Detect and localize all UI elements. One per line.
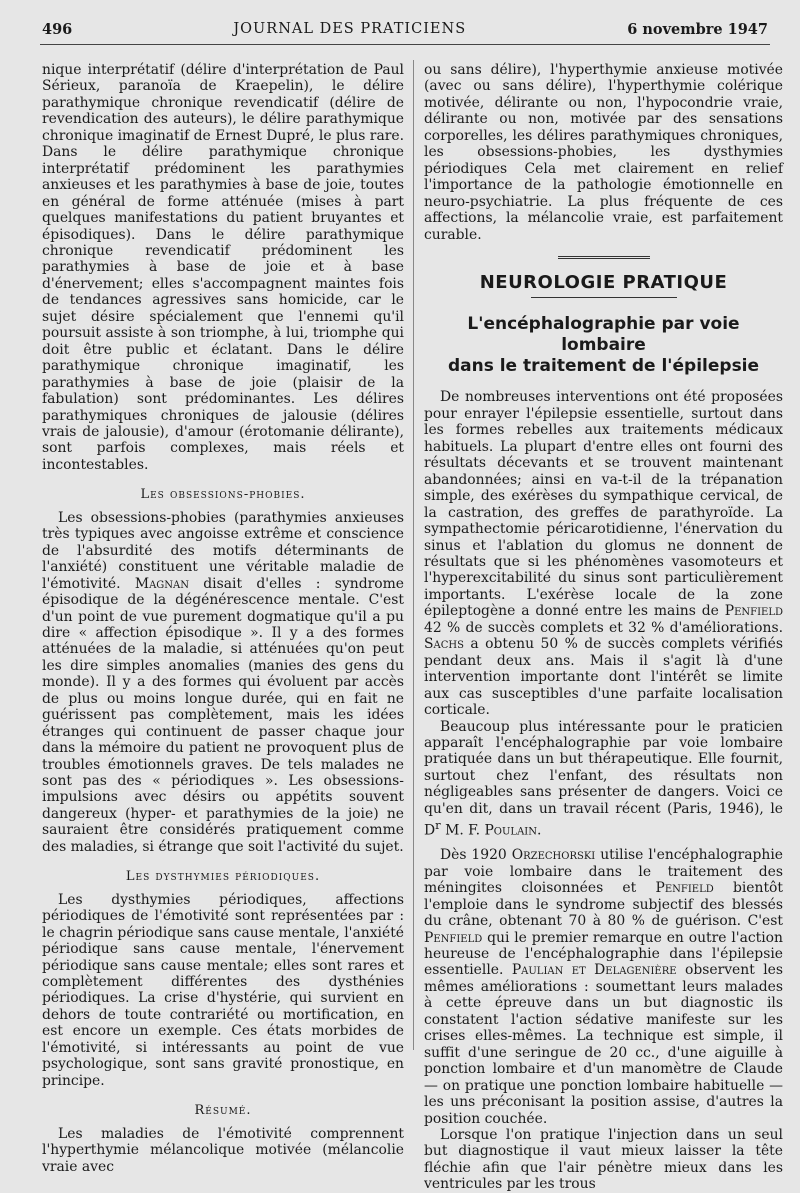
article-title [424,314,783,377]
rubric-underline [531,297,677,298]
text-run: De nombreuses interventions ont été proposées pour enrayer l'épilepsie essentielle, surtout dans les formes rebelles aux traitements médicaux habituels. La plupart d'entre elles ont fourni des résultats décevants et se trouvent maintenant abandonnées; ainsi en va-t-il de la trépanation simple, des exérèses du sympathique cervical, de la castration, des greffes de parathyroïde. La sympathectomie péricarotidienne, l'énervation du sinus et l'ablation du glomus ne donnent de résultats que si les phénomènes vasomoteurs et l'hyperexcitabilité du sinus sont particulièrement importants. L'exérèse locale de la zone épileptogène a donné entre les mains de [424,389,783,620]
author-paulian-delageniere: Paulian et Delagenière [511,962,677,979]
heading-obsessions-phobies: Les obsessions-phobies. [140,487,306,503]
text-run: bientôt l'emploie dans le syndrome subjectif des blessés du crâne, obtenant 70 à 80 % de guérison. C'est [424,880,783,930]
left-column [42,62,404,1175]
text-run: Les obsessions-phobies (parathymies anxieuses très typiques avec angoisse extrême et conscience de l'absurdité des motifs déterminants de l'anxiété) constituent une véritable maladie de l'émotivité. [42,509,404,592]
text-run: Beaucoup plus intéressante pour le praticien apparaît l'encéphalographie par voie lombaire pratiquée dans un but thérapeutique. Elle fournit, surtout chez l'enfant, des résultats non négligeables sans présenter de dangers. Voici ce qu'en dit, dans un travail récent (Paris, 1946), le D [424,718,783,839]
paragraph-resume: Les maladies de l'émotivité comprennent l'hyperthymie mélancolique motivée (mélancolie vraie avec [42,1125,404,1175]
paragraph-encephalographie [424,719,783,840]
page-number: 496 [42,20,73,38]
text-run: observent les mêmes améliorations : soumettant leurs malades à cette épreuve dans un but diagnostic ils constatent l'action sédative manifeste sur les crises elles-mêmes. La technique est simple, il suffit d'une seringue de 20 cc., d'une aiguille à ponction lombaire et d'un manomètre de Claude — on pratique une ponction lombaire habituelle — les uns préconisant la position assise, d'autres la position couchée. [424,962,783,1127]
author-penfield: Penfield [655,880,714,897]
article-title-line2: dans le traitement de l'épilepsie [447,356,760,377]
article-title-line1: L'encéphalographie par voie lombaire [467,314,740,356]
author-poulain: M. F. Poulain [440,822,537,839]
text-run: qui le premier remarque en outre l'action heureuse de l'encéphalographie dans l'épilepsie essentielle. [424,929,783,979]
text-run: Dès 1920 [440,847,512,864]
issue-date: 6 novembre 1947 [627,20,768,38]
section-separator [558,256,650,261]
text-run: a obtenu 50 % de succès complets vérifiés pendant deux ans. Mais il s'agit là d'une intervention importante dont l'intérêt se limite aux cas susceptibles d'une parfaite localisation corticale. [424,636,783,719]
heading-dysthymies: Les dysthymies périodiques. [125,869,321,885]
author-orzechorski: Orzechorski [511,847,596,864]
paragraph-historique [424,847,783,1127]
author-sachs: Sachs [424,636,464,653]
journal-title: JOURNAL DES PRATICIENS [233,21,467,37]
text-run: utilise l'encéphalographie par voie lombaire dans le traitement des méningites cloisonnées et [424,847,784,897]
author-penfield: Penfield [424,929,483,946]
paragraph-interventions [424,389,783,718]
paragraph-resume-cont: ou sans délire), l'hyperthymie anxieuse motivée (avec ou sans délire), l'hyperthymie colérique motivée, délirante ou non, l'hypocondrie vraie, délirante ou non, motivée par des sensations corporelles, les délires parathymiques chroniques, les obsessions-phobies, les dysthymies périodiques Cela met clairement en relief l'importance de la pathologie émotionnelle en neuro-psychiatrie. La plus fréquente de ces affections, la mélancolie vraie, est parfaitement curable. [424,62,783,243]
right-column [424,62,784,1193]
column-divider [413,60,414,1050]
page-header [42,16,768,42]
author-penfield: Penfield [724,603,783,620]
header-rule [40,44,770,45]
heading-resume: Résumé. [194,1103,252,1119]
paragraph-dysthymies: Les dysthymies périodiques, affections périodiques de l'émotivité sont représentées par : le chagrin périodique sans cause mentale, l'anxiété périodique sans cause mentale, l'énervement périodique sans cause mentale; elles sont rares et complètement différentes des dysthénies périodiques. La crise d'hystérie, qui survient en dehors de toute contrariété ou mortification, en est encore un exemple. Ces états morbides de l'émotivité, si intéressants au point de vue psychologique, sont sans gravité pronostique, en principe. [42,891,404,1089]
paragraph-injection: Lorsque l'on pratique l'injection dans un seul but diagnostique il vaut mieux laisser la tête fléchie afin que l'air pénètre mieux dans les ventricules par les trous [424,1127,783,1193]
text-run: disait d'elles : syndrome épisodique de la dégénérescence mentale. C'est d'un point de vue purement dogmatique qu'il a pu dire « affection épisodique ». Il y a des formes atténuées de la maladie, si atténuées qu'on peut les dire simples anomalies (manies des gens du monde). Il y a des formes qui évoluent par accès de plus ou moins longue durée, qui en fait ne guérissent pas complètement, mais les idées étranges qui continuent de passer chaque jour dans la mémoire du patient ne provoquent plus de troubles émotionnels graves. De tels malades ne sont pas des « périodiques ». Les obsessions-impulsions avec désirs ou appétits souvent dangereux (hyper- et parathymies de la joie) ne sauraient être considérés pratiquement comme des maladies, si étrange que soit l'activité du sujet. [42,575,404,855]
superscript: r [435,818,441,833]
rubric-heading: NEUROLOGIE PRATIQUE [479,271,728,293]
author-magnan: Magnan [134,575,189,592]
paragraph-delires: nique interprétatif (délire d'interprétation de Paul Sérieux, paranoïa de Kraepelin), le délire parathymique chronique revendicatif (délire de revendication des auteurs), le délire parathymique chronique imaginatif de Ernest Dupré, le plus rare. Dans le délire parathymique chronique interprétatif prédominent les parathymies anxieuses et les parathymies à base de joie, toutes en général de forme atténuée (mises à part quelques manifestations du patient bruyantes et épisodiques). Dans le délire parathymique chronique revendicatif prédominent les parathymies à base de joie et à base d'énervement; elles s'accompagnent maintes fois de tendances agressives sans homicide, car le sujet désire spécialement que l'ennemi qu'il poursuit assiste à son triomphe, à lui, triomphe qui doit être public et éclatant. Dans le délire parathymique chronique imaginatif, les parathymies à base de joie (plaisir de la fabulation) sont prédominantes. Les délires parathymiques chroniques de jalousie (délires vrais de jalousie), d'amour (érotomanie délirante), sont parfois complexes, mais réels et incontestables. [42,62,404,473]
text-run: 42 % de succès complets et 32 % d'améliorations. [424,619,783,636]
paragraph-obsessions [42,510,404,856]
text-run: . [537,822,542,839]
